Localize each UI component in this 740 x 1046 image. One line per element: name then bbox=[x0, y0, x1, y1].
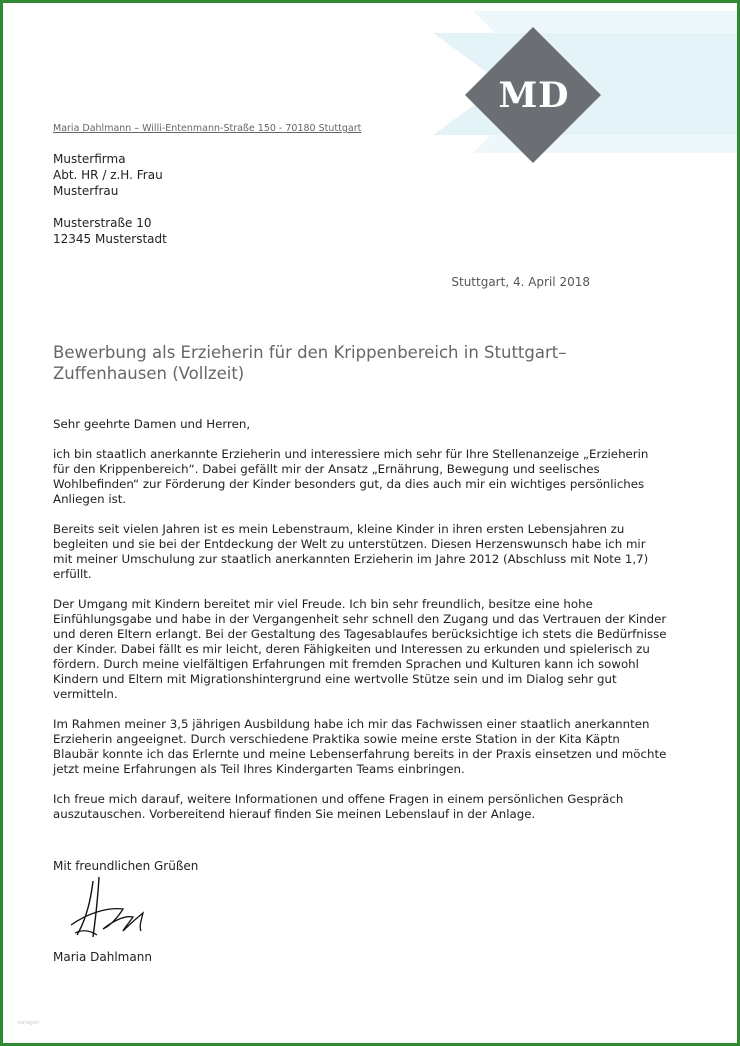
recipient-address bbox=[53, 151, 167, 247]
body-paragraph: Im Rahmen meiner 3,5 jährigen Ausbildung habe ich mir das Fachwissen einer staatlich anerkannten Erzieherin angeeignet. Durch verschiedene Praktika sowie meine erste Station in der Kita Käptn Blaubär konnte ich das Erlernte und meine Lebenserfahrung bereits in der Praxis einsetzen und möchte jetzt meine Erfahrungen als Teil Ihres Kindergarten Teams einbringen. bbox=[53, 717, 667, 776]
closing-phrase: Mit freundlichen Grüßen bbox=[53, 859, 199, 873]
body-paragraph: Der Umgang mit Kindern bereitet mir viel Freude. Ich bin sehr freundlich, besitze eine hohe Einfühlungsgabe und habe in der Vergangenheit sehr schnell den Zugang und das Vertrauen der Kinder und deren Eltern erlangt. Bei der Gestaltung des Tagesablaufes berücksichtige ich stets die Bedürfnisse der Kinder. Dabei fällt es mir leicht, deren Fähigkeiten und Interessen zu erkunden und spielerisch zu fördern. Durch meine vielfältigen Erfahrungen mit fremden Sprachen und Kulturen kann ich sowohl Kindern und Eltern mit Migrationshintergrund eine wertvolle Stütze sein und im Dialog sehr gut vermitteln. bbox=[53, 597, 667, 701]
watermark: vorlagen bbox=[17, 1020, 39, 1026]
body-paragraph: Ich freue mich darauf, weitere Informationen und offene Fragen in einem persönlichen Gespräch auszutauschen. Vorbereitend hierauf finden Sie meinen Lebenslauf in der Anlage. bbox=[53, 792, 624, 821]
recipient-city: 12345 Musterstadt bbox=[53, 232, 167, 246]
body-paragraph: ich bin staatlich anerkannte Erzieherin und interessiere mich sehr für Ihre Stellenanzeige „Erzieherin für den Krippenbereich“. Dabei gefällt mir der Ansatz „Ernährung, Bewegung und seelisches Wohlbefinden“ zur Förderung der Kinder besonders gut, da dies auch mir ein wichtiges persönliches Anliegen ist. bbox=[53, 447, 649, 506]
logo-initials: MD bbox=[498, 75, 570, 116]
letter-body bbox=[53, 417, 668, 837]
sender-address-line: Maria Dahlmann – Willi-Entenmann-Straße 150 - 70180 Stuttgart bbox=[53, 123, 362, 134]
header-banner bbox=[3, 3, 737, 173]
body-paragraph: Bereits seit vielen Jahren ist es mein Lebenstraum, kleine Kinder in ihren ersten Lebensjahren zu begleiten und sie bei der Entdeckung der Welt zu unterstützen. Diesen Herzenswunsch habe ich mir mit meiner Umschulung zur staatlich anerkannten Erzieherin im Jahre 2012 (Abschluss mit Note 1,7) erfüllt. bbox=[53, 522, 649, 581]
letter-subject: Bewerbung als Erzieherin für den Krippenbereich in Stuttgart–Zuffenhausen (Vollzeit) bbox=[53, 343, 567, 383]
recipient-street: Musterstraße 10 bbox=[53, 216, 152, 230]
letter-page bbox=[3, 3, 737, 1043]
recipient-name: Musterfrau bbox=[53, 184, 119, 198]
recipient-company: Musterfirma bbox=[53, 152, 126, 166]
sender-name: Maria Dahlmann bbox=[53, 950, 152, 964]
recipient-department: Abt. HR / z.H. Frau bbox=[53, 168, 163, 182]
salutation: Sehr geehrte Damen und Herren, bbox=[53, 417, 251, 431]
letter-date: Stuttgart, 4. April 2018 bbox=[451, 275, 590, 289]
handwritten-signature bbox=[63, 873, 158, 943]
